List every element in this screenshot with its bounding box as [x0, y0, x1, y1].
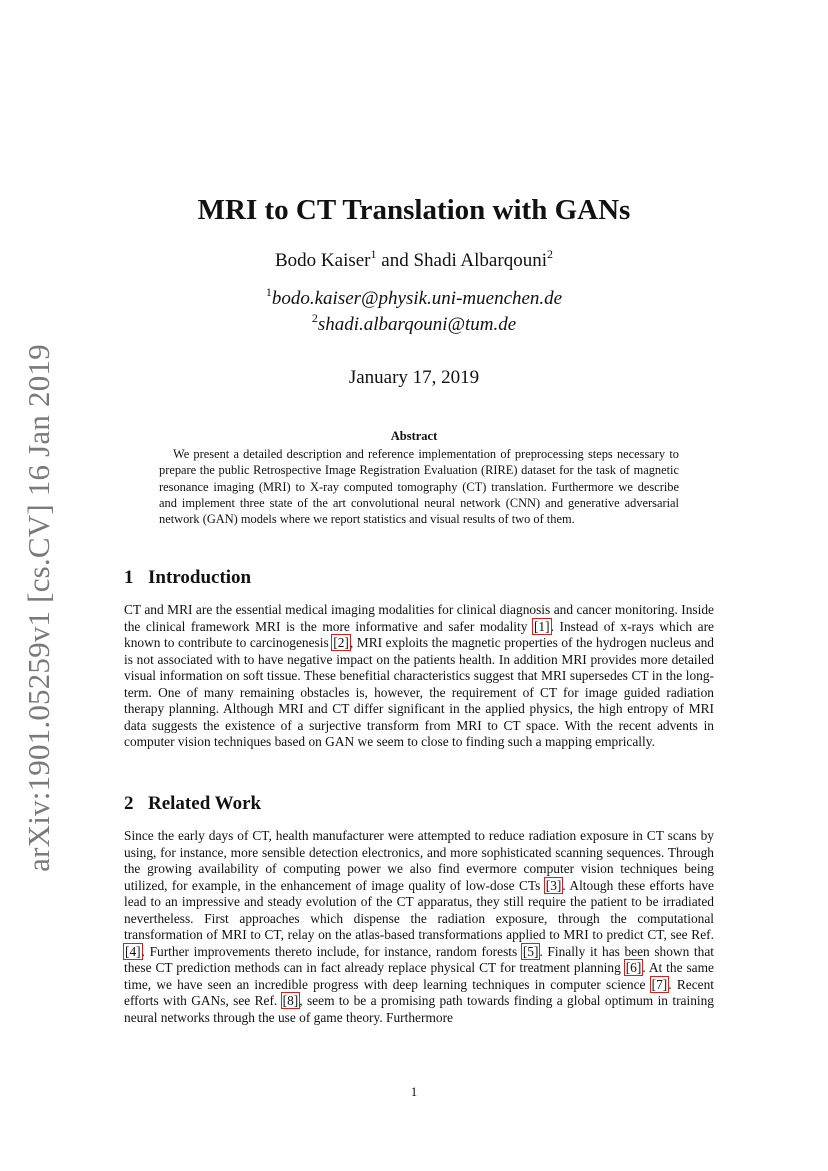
citation-link[interactable]: [7] [651, 976, 668, 992]
section-heading-related-work [124, 793, 261, 815]
email-affil-2: 2 [311, 311, 318, 325]
page-number: 1 [410, 1084, 418, 1099]
section-title: Related Work [148, 793, 262, 814]
text-run: . Further improvements thereto include, for instance, random forests [141, 943, 522, 959]
text-run: . Finally it has been shown that these CT prediction methods can in fact already replace physical CT for treatment planning [124, 943, 714, 975]
abstract-text: We present a detailed description and reference implementation of preprocessing steps necessary to prepare the public Retrospective Image Registration Evaluation (RIRE) dataset for the task of magnetic resonance imaging (MRI) to X-ray computed tomography (CT) translation. Furthermore we describe and implement three state of the art convolutional neural network (CNN) and generative adversarial network (GAN) models where we report statistics and visual results of two of them. [159, 447, 679, 527]
author-email-2 [0, 311, 828, 336]
section-number: 2 [124, 793, 134, 814]
text-run: Since the early days of CT, health manufacturer were attempted to reduce radiation exposure in CT scans by using, for instance, more sensible detection electronics, and more sophisticated scanning sequences. Through the growing availability of computing power we also find evermore computer vision techniques being utilized, for example, in the enhancement of image quality of low-dose CTs [124, 828, 714, 893]
citation-link[interactable]: [5] [522, 943, 539, 959]
section-title: Introduction [148, 567, 252, 588]
text-run: , MRI exploits the magnetic properties of the hydrogen nucleus and is not associated with to have negative impact on the patients health. In addition MRI provides more detailed visual information on soft tissue. These benefitial characteristics suggest that MRI supersedes CT in the long-term. One of many remaining obstacles is, however, the requirement of CT for image guided radiation therapy planning. Although MRI and CT differ significant in the applied physics, the high entropy of MRI data suggests the existence of a surjective transform from MRI to CT space. With the recent advents in computer vision techniques based on GAN we seem to close to finding such a mapping emprically. [124, 635, 714, 749]
author-line [0, 247, 828, 272]
email-affil-1: 1 [265, 285, 272, 299]
author-joiner: and [376, 250, 414, 271]
author-name-1: Bodo Kaiser [275, 250, 371, 271]
citation-link[interactable]: [3] [545, 877, 562, 893]
citation-link[interactable]: [1] [533, 618, 550, 634]
publication-date: January 17, 2019 [348, 367, 480, 388]
text-run: . At the same time, we have seen an incredible progress with deep learning techniques in computer science [124, 960, 714, 992]
citation-link[interactable]: [4] [125, 943, 141, 959]
section-number: 1 [124, 567, 134, 588]
author-affil-1: 1 [370, 247, 377, 261]
citation-link[interactable]: [8] [282, 993, 299, 1008]
text-run: . Instead of x-rays which are known to contribute to carcinogenesis [124, 618, 714, 650]
text-run: . Recent efforts with GANs, see Ref. [124, 976, 714, 1008]
author-affil-2: 2 [546, 247, 553, 261]
author-email-1 [0, 285, 828, 310]
citation-link[interactable]: [6] [625, 960, 642, 975]
paper-title: MRI to CT Translation with GANs [197, 194, 631, 226]
author-name-2: Shadi Albarqouni [413, 250, 547, 271]
text-run: . Altough these efforts have lead to an impressive and steady evolution of the CT apparatus, they still require the patient to be irradiated nevertheless. First approaches which dispense the radiation exposure, through the computational transformation of MRI to CT, relay on the atlas-based transformations applied to MRI to predict CT, see Ref. [124, 877, 714, 942]
section-heading-introduction [124, 567, 251, 589]
email-address-2: shadi.albarqouni@tum.de [317, 314, 517, 335]
abstract-heading: Abstract [390, 429, 438, 443]
text-run: CT and MRI are the essential medical imaging modalities for clinical diagnosis and cancer monitoring. Inside the clinical framework MRI is the more informative and safer modality [124, 602, 714, 634]
citation-link[interactable]: [2] [333, 635, 349, 650]
arxiv-identifier-text: arXiv:1901.05259v1 [cs.CV] 16 Jan 2019 [21, 343, 56, 872]
email-address-1: bodo.kaiser@physik.uni-muenchen.de [271, 288, 563, 309]
text-run: , seem to be a promising path towards finding a global optimum in training neural networks through the use of game theory. Furthermore [124, 993, 714, 1025]
introduction-paragraph [124, 602, 714, 751]
related-work-paragraph [124, 828, 714, 1026]
